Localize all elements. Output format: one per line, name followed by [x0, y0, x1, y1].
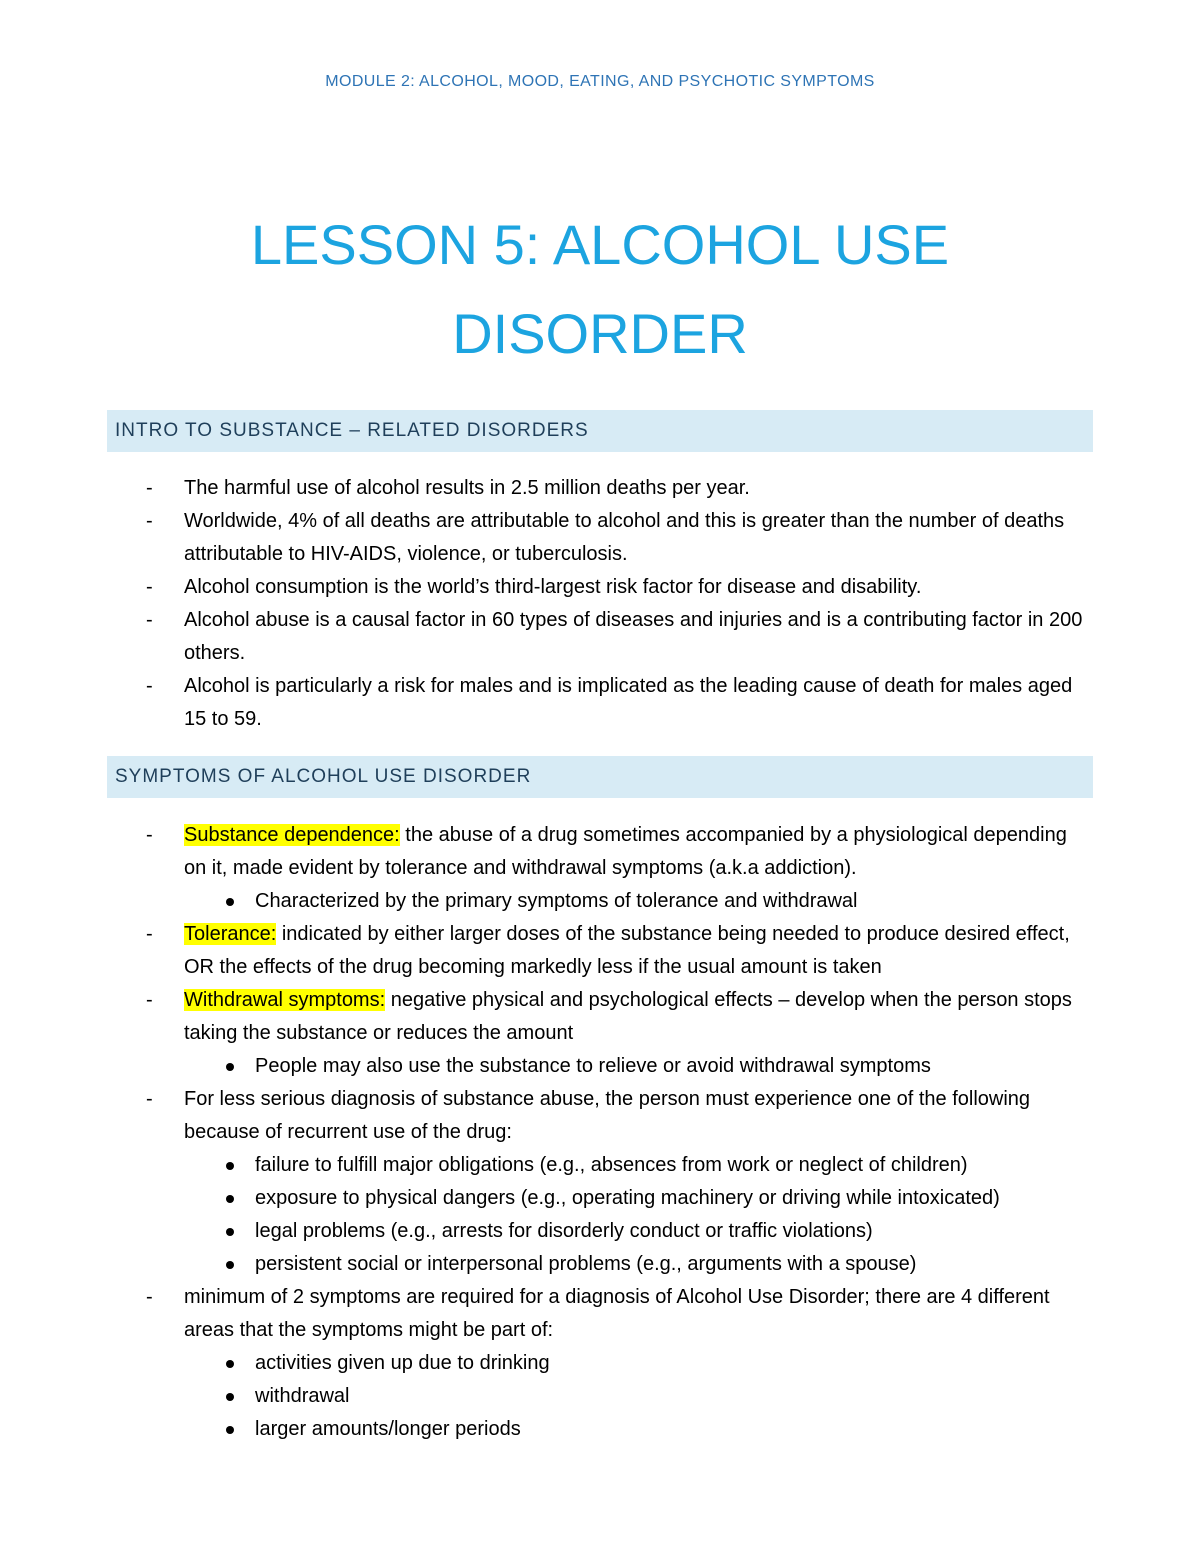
list-dash: - [146, 1088, 153, 1110]
list-dash: - [146, 824, 153, 846]
bullet-icon [226, 898, 234, 906]
sub-list-item-text: activities given up due to drinking [255, 1352, 550, 1374]
list-dash: - [146, 510, 153, 532]
list-item [0, 472, 1200, 505]
list-item-text: minimum of 2 symptoms are required for a diagnosis of Alcohol Use Disorder; there are 4 different areas that the symptoms might be part of: [184, 1286, 1050, 1341]
sub-list-item [0, 1215, 1200, 1248]
sub-list-item [0, 1380, 1200, 1413]
list-dash: - [146, 675, 153, 697]
list-dash: - [146, 923, 153, 945]
sub-list-item-text: withdrawal [255, 1385, 350, 1407]
sub-list-item-text: exposure to physical dangers (e.g., operating machinery or driving while intoxicated) [255, 1187, 1000, 1209]
sub-list-item-text: People may also use the substance to relieve or avoid withdrawal symptoms [255, 1055, 931, 1077]
list-item [0, 1281, 1200, 1347]
bullet-icon [226, 1426, 234, 1434]
bullet-icon [226, 1063, 234, 1071]
sub-list-item [0, 1149, 1200, 1182]
list-item [0, 819, 1200, 885]
bullet-icon [226, 1228, 234, 1236]
sub-list-item-text: larger amounts/longer periods [255, 1418, 521, 1440]
sub-list-item-text: failure to fulfill major obligations (e.g., absences from work or neglect of children) [255, 1154, 968, 1176]
list-item [0, 984, 1200, 1050]
bullet-icon [226, 1261, 234, 1269]
list-item-text: negative physical and psychological effects – develop when the person stops taking the substance or reduces the amount [184, 989, 1072, 1044]
section-heading-symptoms: SYMPTOMS OF ALCOHOL USE DISORDER [107, 756, 1093, 798]
sub-list-item [0, 1413, 1200, 1446]
sub-list-item [0, 1248, 1200, 1281]
list-item-text: Alcohol is particularly a risk for males and is implicated as the leading cause of death for males aged 15 to 59. [184, 675, 1073, 730]
lesson-title-line-1: LESSON 5: ALCOHOL USE [250, 213, 950, 276]
list-item [0, 670, 1200, 736]
list-item [0, 1083, 1200, 1149]
running-header: MODULE 2: ALCOHOL, MOOD, EATING, AND PSYCHOTIC SYMPTOMS [325, 73, 875, 90]
sub-list-item-text: persistent social or interpersonal problems (e.g., arguments with a spouse) [255, 1253, 917, 1275]
bullet-icon [226, 1162, 234, 1170]
list-item-text: indicated by either larger doses of the substance being needed to produce desired effect, OR the effects of the drug becoming markedly less if the usual amount is taken [184, 923, 1070, 978]
highlighted-term: Tolerance: [184, 923, 277, 945]
lesson-title [100, 200, 1100, 378]
list-item [0, 918, 1200, 984]
list-item-text: Alcohol consumption is the world’s third-largest risk factor for disease and disability. [184, 576, 922, 598]
bullet-icon [226, 1393, 234, 1401]
list-dash: - [146, 1286, 153, 1308]
sub-list-item [0, 1182, 1200, 1215]
sub-list-item [0, 885, 1200, 918]
list-dash: - [146, 576, 153, 598]
list-item-text: the abuse of a drug sometimes accompanied by a physiological depending on it, made evident by tolerance and withdrawal symptoms (a.k.a addiction). [184, 824, 1067, 879]
bullet-icon [226, 1360, 234, 1368]
list-dash: - [146, 609, 153, 631]
intro-list [0, 472, 1200, 736]
list-item-text: Alcohol abuse is a causal factor in 60 types of diseases and injuries and is a contributing factor in 200 others. [184, 609, 1083, 664]
list-item [0, 604, 1200, 670]
list-item [0, 571, 1200, 604]
list-item-text: Worldwide, 4% of all deaths are attributable to alcohol and this is greater than the number of deaths attributable to HIV-AIDS, violence, or tuberculosis. [184, 510, 1065, 565]
sub-list-item [0, 1050, 1200, 1083]
list-dash: - [146, 989, 153, 1011]
bullet-icon [226, 1195, 234, 1203]
list-item [0, 505, 1200, 571]
list-dash: - [146, 477, 153, 499]
sub-list-item [0, 1347, 1200, 1380]
sub-list-item-text: legal problems (e.g., arrests for disorderly conduct or traffic violations) [255, 1220, 873, 1242]
list-item-text: For less serious diagnosis of substance abuse, the person must experience one of the following because of recurrent use of the drug: [184, 1088, 1031, 1143]
highlighted-term: Substance dependence: [184, 824, 400, 846]
list-item-text: The harmful use of alcohol results in 2.5 million deaths per year. [184, 477, 750, 499]
sub-list-item-text: Characterized by the primary symptoms of tolerance and withdrawal [255, 890, 858, 912]
symptoms-list [0, 819, 1200, 1446]
lesson-title-line-2: DISORDER [452, 302, 748, 365]
section-heading-intro: INTRO TO SUBSTANCE – RELATED DISORDERS [107, 410, 1093, 452]
highlighted-term: Withdrawal symptoms: [184, 989, 386, 1011]
